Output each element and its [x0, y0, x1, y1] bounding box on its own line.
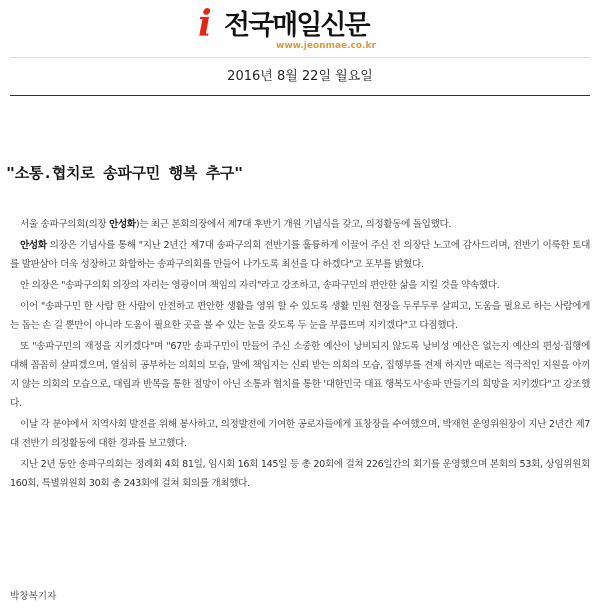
p1-text-after: )는 최근 본회의장에서 제7대 후반기 개원 기념식을 갖고, 의정활동에 돌입했다.: [135, 219, 452, 230]
paragraph-6: 이날 각 분야에서 지역사회 발전을 위해 봉사하고, 의정발전에 기여한 공로자들에게 표창장을 수여했으며, 박재현 운영위원장이 지난 2년간 제7대 전반기 의정활동에 대한 경과를 보고했다.: [10, 419, 590, 449]
paragraph-2: [10, 236, 590, 274]
paragraph-4: 이어 "송파구민 한 사람 한 사람이 안전하고 편안한 생활을 영위 할 수 있도록 생활 민원 현장을 두루두루 살피고, 도움을 필요로 하는 사람에게는 돕는 손 길 뿐만이 아니라 도움이 필요한 곳을 볼 수 있는 눈을 갖도록 두 눈을 부릅뜨며 지키겠다"고 다짐했다.: [10, 301, 590, 331]
paragraph-5: 또 "송파구민의 재정을 지키겠다"며 "67만 송파구민이 만들어 주신 소중한 예산이 낭비되지 않도록 낭비성 예산은 없는지 예산의 편성·집행에 대해 꼼꼼히 살피겠으며, 열심히 공부하는 의회의 모습, 말에 책임지는 신뢰 받는 의회의 모습, 집행부를 견제 하지만 때로는 적극적인 지원을 아끼지 않는 의회의 모습으로, 대립과 반목을 통한 절망이 아닌 소통과 협치를 통한 '대한민국 대표 행복도시'송파 만들기의 희망을 지키겠다"고 강조했다.: [10, 341, 590, 409]
masthead-divider: [10, 57, 590, 58]
masthead: [0, 0, 600, 60]
newspaper-logo[interactable]: [198, 4, 408, 56]
publication-date: 2016년 8월 22일 월요일: [227, 69, 373, 84]
reporter-byline: 박창복기자: [10, 591, 57, 602]
logo-url: www.jeonmae.co.kr: [276, 41, 376, 51]
p2-text: 의장은 기념사를 통해 "지난 2년간 제7대 송파구의회 전반기를 훌륭하게 이끌어 주신 전 의장단 노고에 감사드리며, 전반기 이룩한 토대를 발판삼아 더욱 성장하고 화합하는 송파구의회를 만들어 나가도록 최선을 다 하겠다"고 포부를 밝혔다.: [10, 240, 590, 270]
logo-name: 전국매일신문: [224, 10, 369, 41]
p1-bold-name: 안성화: [109, 219, 136, 230]
paragraph-1: [10, 215, 590, 234]
date-divider: [10, 95, 590, 96]
paragraph-3: 안 의장은 "송파구의회 의장의 자리는 영광이며 책임의 자리"라고 강조하고, 송파구민의 편안한 삶을 지킬 것을 약속했다.: [20, 280, 500, 291]
p1-text-before: 서울 송파구의회(의장: [20, 219, 110, 230]
article-body: [10, 215, 590, 495]
article-headline: "소통.협치로 송파구민 행복 추구": [6, 164, 243, 182]
logo-mark: i: [198, 3, 212, 45]
p2-bold-name: 안성화: [20, 240, 47, 251]
paragraph-7: 지난 2년 동안 송파구의회는 정례회 4회 81일, 임시회 16회 145일 등 총 20회에 걸쳐 226일간의 회기를 운영했으며 본회의 53회, 상임위원회 160회, 특별위원회 30회 총 243회에 걸쳐 회의를 개최했다.: [10, 459, 590, 489]
